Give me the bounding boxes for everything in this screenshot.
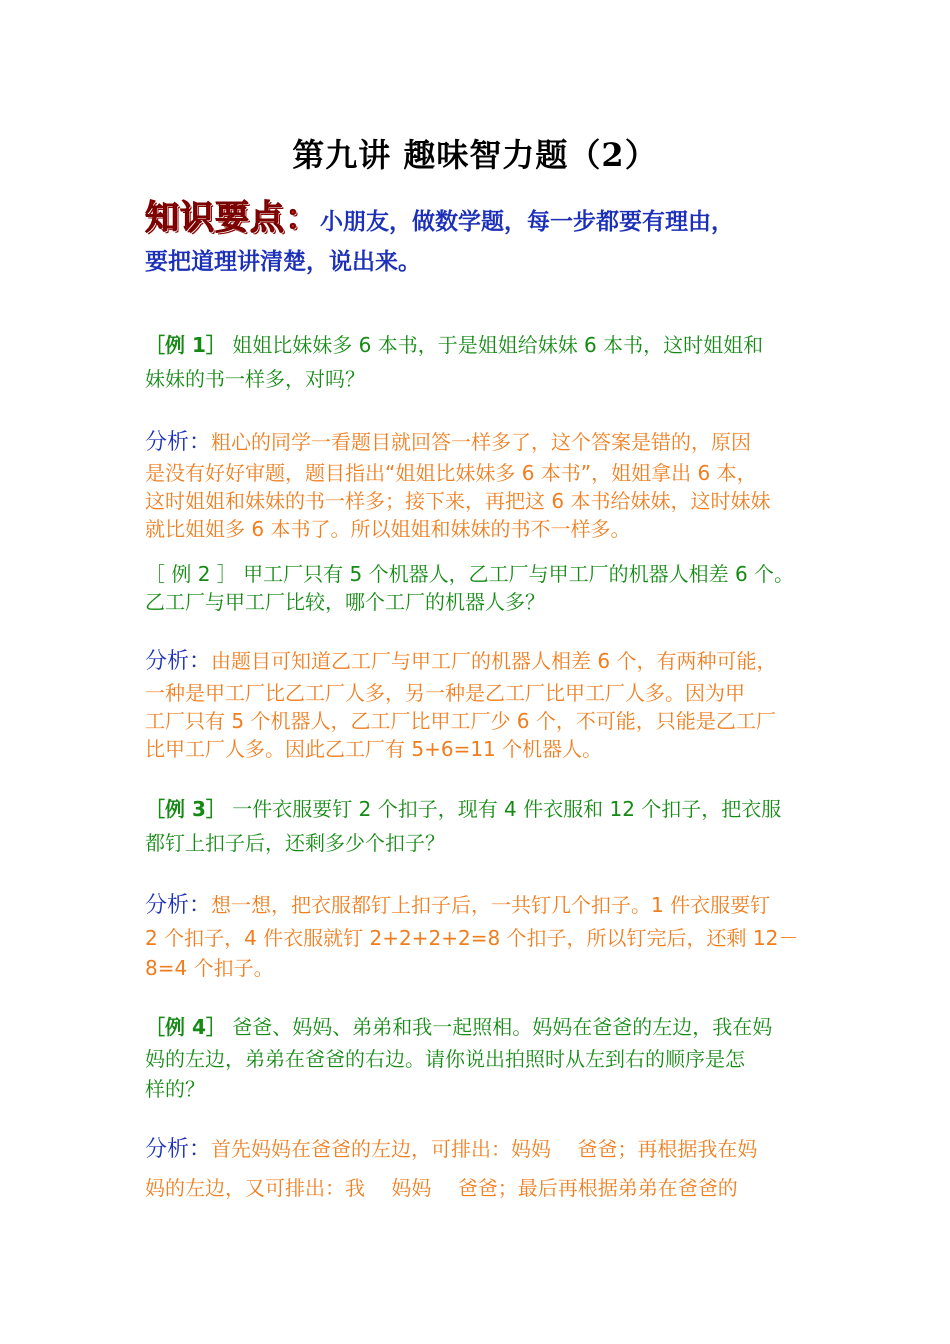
analysis-2-line-1: 分析：由题目可知道乙工厂与甲工厂的机器人相差 6 个，有两种可能， — [145, 649, 777, 674]
analysis-1-tag: 分析： — [145, 430, 212, 455]
analysis-1-line-4: 就比姐姐多 6 本书了。所以姐姐和妹妹的书不一样多。 — [145, 517, 631, 541]
example-1-tag: ［例 1］ — [145, 333, 226, 357]
analysis-3-tag: 分析： — [145, 893, 212, 918]
example-1 — [145, 328, 815, 396]
analysis-1 — [145, 426, 815, 543]
example-2-tag: ［ 例 2 ］ — [145, 562, 237, 586]
example-4-line-1: ［例 4］ 爸爸、妈妈、弟弟和我一起照相。妈妈在爸爸的左边，我在妈 — [145, 1015, 773, 1039]
analysis-2-line-3: 工厂只有 5 个机器人，乙工厂比甲工厂少 6 个，不可能，只能是乙工厂 — [145, 709, 776, 733]
knowledge-points — [145, 198, 825, 282]
example-4-tag: ［例 4］ — [145, 1015, 226, 1039]
example-2-line-1: ［ 例 2 ］ 甲工厂只有 5 个机器人，乙工厂与甲工厂的机器人相差 6 个。 — [145, 562, 795, 586]
knowledge-label: 知识要点： — [145, 198, 320, 238]
page-title: 第九讲 趣味智力题（2） — [292, 136, 658, 174]
analysis-4 — [145, 1130, 815, 1207]
analysis-1-line-2: 是没有好好审题，题目指出“姐姐比妹妹多 6 本书”，姐姐拿出 6 本， — [145, 461, 757, 485]
example-3 — [145, 792, 815, 860]
analysis-3 — [145, 888, 815, 983]
analysis-2-line-2: 一种是甲工厂比乙工厂人多，另一种是乙工厂比甲工厂人多。因为甲 — [145, 681, 745, 705]
example-3-tag: ［例 3］ — [145, 797, 226, 821]
knowledge-line-2: 要把道理讲清楚，说出来。 — [145, 248, 421, 275]
analysis-2-tag: 分析： — [145, 649, 212, 674]
knowledge-text-1: 小朋友，做数学题，每一步都要有理由， — [320, 208, 734, 235]
analysis-2-line-4: 比甲工厂人多。因此乙工厂有 5+6=11 个机器人。 — [145, 737, 603, 761]
analysis-3-line-3: 8=4 个扣子。 — [145, 956, 274, 980]
analysis-2 — [145, 644, 815, 763]
example-4-line-3: 样的？ — [145, 1077, 205, 1101]
analysis-3-line-2: 2 个扣子，4 件衣服就钉 2+2+2+2=8 个扣子，所以钉完后，还剩 12－ — [145, 926, 799, 950]
analysis-4-tag: 分析： — [145, 1137, 212, 1162]
analysis-3-line-1: 分析：想一想，把衣服都钉上扣子后，一共钉几个扣子。1 件衣服要钉 — [145, 893, 771, 918]
example-4-line-2: 妈的左边，弟弟在爸爸的右边。请你说出拍照时从左到右的顺序是怎 — [145, 1047, 745, 1071]
analysis-4-line-2: 妈的左边，又可排出：我 妈妈 爸爸；最后再根据弟弟在爸爸的 — [145, 1176, 738, 1200]
example-3-line-2: 都钉上扣子后，还剩多少个扣子？ — [145, 831, 445, 855]
example-3-line-1: ［例 3］ 一件衣服要钉 2 个扣子，现有 4 件衣服和 12 个扣子，把衣服 — [145, 797, 782, 821]
example-2 — [145, 560, 815, 616]
example-2-line-2: 乙工厂与甲工厂比较，哪个工厂的机器人多？ — [145, 590, 545, 614]
analysis-1-line-3: 这时姐姐和妹妹的书一样多；接下来，再把这 6 本书给妹妹，这时妹妹 — [145, 489, 771, 513]
example-4 — [145, 1010, 815, 1104]
analysis-4-line-1: 分析：首先妈妈在爸爸的左边，可排出：妈妈 爸爸；再根据我在妈 — [145, 1137, 758, 1162]
example-1-line-1: ［例 1］ 姐姐比妹妹多 6 本书，于是姐姐给妹妹 6 本书，这时姐姐和 — [145, 333, 764, 357]
knowledge-line-1 — [145, 198, 825, 242]
analysis-1-line-1: 分析：粗心的同学一看题目就回答一样多了，这个答案是错的，原因 — [145, 430, 752, 455]
example-1-line-2: 妹妹的书一样多，对吗？ — [145, 367, 365, 391]
